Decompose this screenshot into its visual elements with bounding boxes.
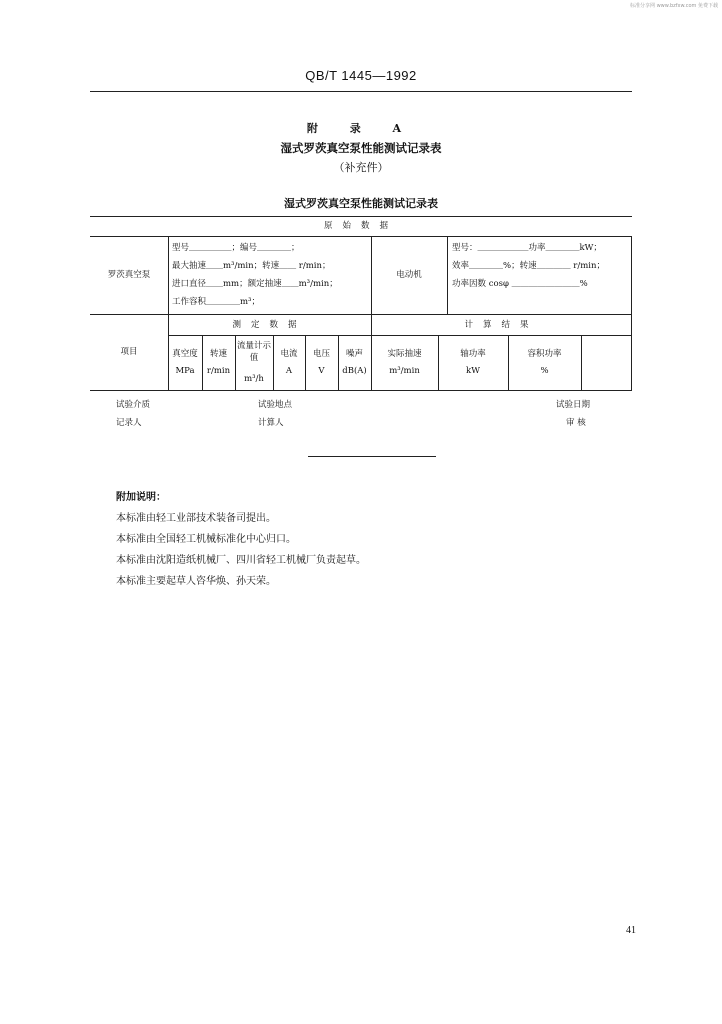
column-unit-speed: r/min [206, 366, 231, 376]
table-rule [90, 216, 632, 217]
record-table [90, 216, 632, 392]
table-rule [631, 236, 632, 390]
reviewer-label: 审 核 [566, 418, 586, 428]
note-line: 本标准由轻工业部技术装备司提出。 [116, 513, 276, 524]
table-rule [581, 335, 582, 390]
table-rule [438, 335, 439, 390]
column-unit-noise: dB(A) [342, 366, 367, 376]
calculator-label: 计算人 [258, 418, 284, 428]
appendix-label: 附 录 A [306, 122, 416, 135]
motor-label: 电动机 [396, 270, 422, 280]
pump-label: 罗茨真空泵 [107, 270, 151, 280]
notes-heading: 附加说明： [116, 492, 166, 503]
table-rule [202, 335, 203, 390]
table-rule [90, 390, 632, 391]
column-unit-actual-speed: m³/min [389, 366, 420, 376]
motor-spec-line: 功率因数 cosφ ＿＿＿＿＿＿＿＿% [452, 279, 588, 289]
table-rule [447, 236, 448, 314]
column-unit-vacuum: MPa [175, 366, 195, 376]
note-line: 本标准由全国轻工机械标准化中心归口。 [116, 534, 296, 545]
column-header-actual-speed: 实际抽速 [387, 349, 422, 359]
column-header-volumetric-power: 容积功率 [527, 349, 562, 359]
table-rule [90, 236, 632, 237]
note-line: 本标准由沈阳造纸机械厂、四川省轻工机械厂负责起草。 [116, 555, 366, 566]
column-unit-shaft-power: kW [466, 366, 480, 376]
item-label: 项目 [120, 347, 138, 357]
standard-code: QB/T 1445—1992 [305, 68, 417, 83]
column-unit-volumetric-power: % [540, 366, 549, 376]
column-unit-voltage: V [318, 366, 325, 376]
column-header-flowmeter: 流量计示值 [237, 341, 272, 363]
column-header-speed: 转速 [209, 349, 227, 359]
column-header-shaft-power: 轴功率 [460, 349, 486, 359]
column-header-voltage: 电压 [312, 349, 330, 359]
column-unit-current: A [285, 366, 293, 376]
measured-data-header: 测定数据 [232, 320, 307, 330]
pump-spec-line: 工作容积＿＿＿＿m³； [172, 297, 260, 307]
pump-spec-line: 最大抽速＿＿m³/min；转速＿＿ r/min； [172, 261, 331, 271]
header-rule [90, 91, 632, 92]
table-rule [90, 314, 632, 315]
watermark: 标准分享网 www.bzfxw.com 免费下载 [630, 3, 718, 9]
note-line: 本标准主要起草人咨华焕、孙天荣。 [116, 576, 276, 587]
main-title: 湿式罗茨真空泵性能测试记录表 [280, 141, 442, 155]
calc-results-header: 计算结果 [464, 320, 539, 330]
pump-spec-line: 进口直径＿＿mm；额定抽速＿＿m³/min； [172, 279, 338, 289]
table-rule [273, 335, 274, 390]
column-unit-flowmeter: m³/h [244, 374, 264, 384]
test-medium-label: 试验介质 [116, 400, 151, 410]
table-title: 湿式罗茨真空泵性能测试记录表 [284, 197, 438, 210]
supplement-note: （补充件） [333, 161, 389, 174]
table-rule [338, 335, 339, 390]
table-rule [168, 335, 632, 336]
pump-spec-line: 型号＿＿＿＿＿；编号＿＿＿＿； [172, 243, 300, 253]
table-rule [305, 335, 306, 390]
page-number: 41 [626, 925, 636, 936]
test-date-label: 试验日期 [556, 400, 591, 410]
column-header-noise: 噪声 [345, 349, 363, 359]
motor-spec-line: 型号：＿＿＿＿＿＿功率＿＿＿＿kW； [452, 243, 602, 253]
additional-notes [116, 487, 366, 592]
original-data-header: 原始数据 [323, 221, 398, 231]
table-rule [508, 335, 509, 390]
recorder-label: 记录人 [116, 418, 142, 428]
motor-spec-line: 效率＿＿＿＿%；转速＿＿＿＿ r/min； [452, 261, 605, 271]
test-location-label: 试验地点 [258, 400, 293, 410]
section-divider [308, 456, 436, 457]
column-header-current: 电流 [280, 349, 298, 359]
column-header-vacuum: 真空度 [172, 349, 198, 359]
